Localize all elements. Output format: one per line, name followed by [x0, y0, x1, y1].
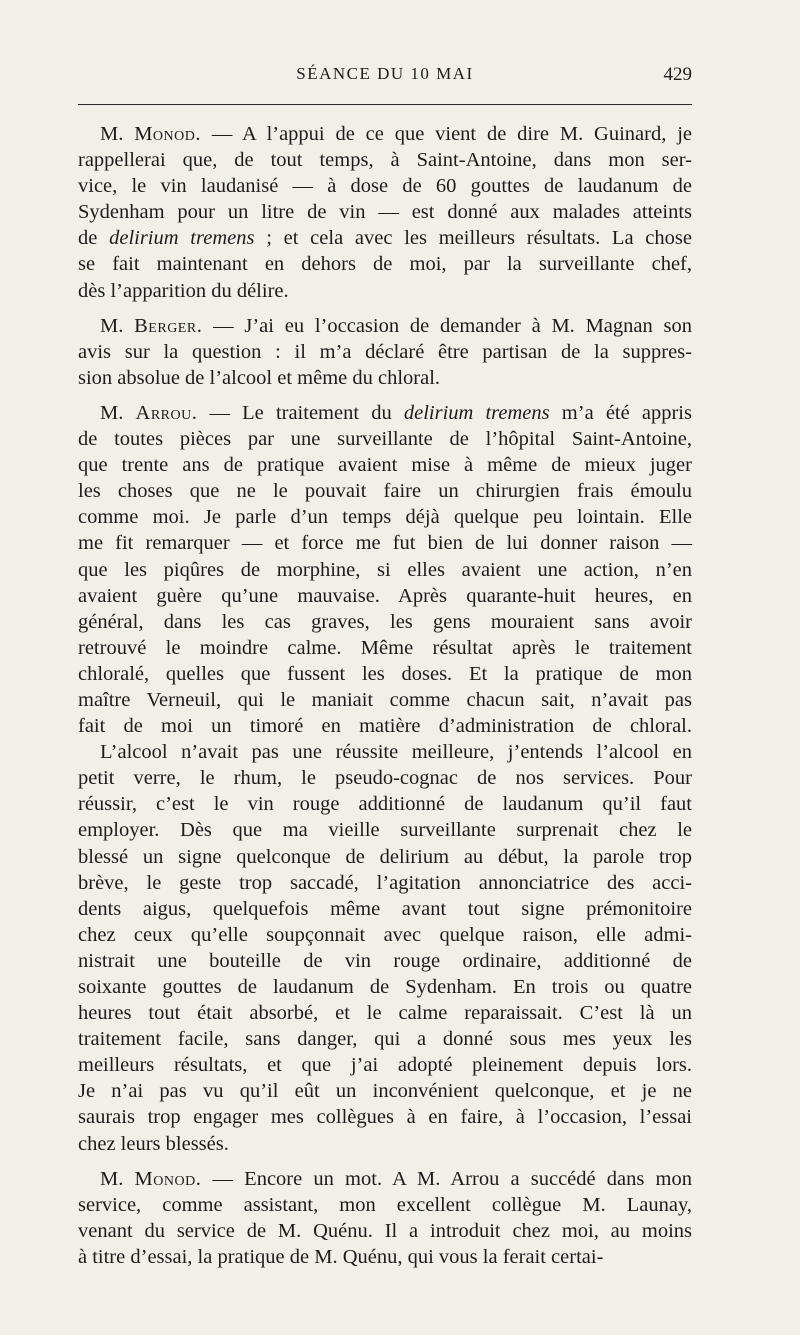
- text-line: [78, 426, 692, 452]
- text-line: [78, 948, 692, 974]
- text-line: [78, 844, 692, 870]
- text-line: [78, 251, 692, 277]
- text-line: [78, 1192, 692, 1218]
- text-line: [78, 504, 692, 530]
- text-run: rappellerai que, de tout temps, à Saint-Antoine, dans mon ser-: [78, 149, 692, 172]
- text-run: maître Verneuil, qui le maniait comme chacun sait, n’avait pas: [78, 688, 692, 711]
- text-run: saurais trop engager mes collègues à en faire, à l’occasion, l’essai: [78, 1106, 692, 1129]
- text-run: — Encore un mot. A M. Arrou a succédé dans mon: [201, 1167, 692, 1190]
- text-line: [78, 121, 692, 147]
- text-line: [78, 583, 692, 609]
- text-run: meilleurs résultats, et que j’ai adopté pleinement depuis lors.: [78, 1054, 692, 1077]
- paragraph-gap: [78, 391, 692, 400]
- text-run: se fait maintenant en dehors de moi, par la surveillante chef,: [78, 253, 692, 276]
- text-line: [78, 339, 692, 365]
- text-line: [78, 1052, 692, 1078]
- text-run: M.: [100, 123, 135, 145]
- paragraph-gap: [78, 1157, 692, 1166]
- text-run: employer. Dès que ma vieille surveillante surprenait chez le: [78, 819, 692, 842]
- text-line: [78, 1131, 692, 1157]
- text-line: [78, 278, 692, 304]
- text-run: — Le traitement du: [197, 401, 404, 424]
- text-run: m’a été appris: [549, 401, 692, 424]
- text-run: de: [78, 227, 110, 250]
- text-run: heures tout était absorbé, et le calme reparaissait. C’est là un: [78, 1002, 692, 1025]
- speaker-name: Monod.: [134, 1167, 202, 1190]
- text-line: [78, 739, 692, 765]
- text-run: M.: [100, 1167, 135, 1190]
- text-line: [78, 530, 692, 556]
- paragraph: [78, 400, 692, 1157]
- text-line: [78, 1026, 692, 1052]
- text-line: [78, 635, 692, 661]
- header-rule: [78, 104, 692, 105]
- text-run: soixante gouttes de laudanum de Sydenham. En trois ou quatre: [78, 976, 692, 998]
- text-run: Sydenham pour un litre de vin — est donné aux malades atteints: [78, 201, 692, 224]
- text-run: fait de moi un timoré en matière d’administration de chloral.: [78, 715, 692, 738]
- text-line: [78, 400, 692, 426]
- text-run: chez ceux qu’elle soupçonnait avec quelque raison, elle admi-: [78, 923, 692, 946]
- text-run: avaient guère qu’une mauvaise. Après quarante-huit heures, en: [78, 584, 692, 607]
- text-run: que les piqûres de morphine, si elles avaient une action, n’en: [78, 558, 692, 581]
- paragraph-gap: [78, 304, 692, 313]
- text-run: brève, le geste trop saccadé, l’agitation annonciatrice des acci-: [78, 871, 692, 894]
- text-run: L’alcool n’avait pas une réussite meilleure, j’entends l’alcool en: [100, 741, 692, 764]
- text-run: avis sur la question : il m’a déclaré être partisan de la suppres-: [78, 340, 692, 363]
- text-run: traitement facile, sans danger, qui a donné sous mes yeux les: [78, 1028, 692, 1051]
- text-line: [78, 1104, 692, 1130]
- paragraph: [78, 1166, 692, 1270]
- text-line: [78, 1000, 692, 1026]
- italic-term: delirium tremens: [109, 227, 255, 250]
- speaker-name: Berger.: [134, 314, 203, 337]
- text-run: les choses que ne le pouvait faire un chirurgien frais émoulu: [78, 480, 692, 503]
- page-number: 429: [663, 64, 692, 85]
- text-run: chez leurs blessés.: [78, 1132, 229, 1155]
- text-line: [78, 870, 692, 896]
- text-line: [78, 199, 692, 225]
- text-line: [78, 896, 692, 922]
- text-run: dès l’apparition du délire.: [78, 279, 289, 302]
- text-run: de toutes pièces par une surveillante de l’hôpital Saint-Antoine,: [78, 428, 692, 451]
- running-head: [78, 64, 692, 90]
- text-line: [78, 661, 692, 687]
- text-run: vice, le vin laudanisé — à dose de 60 gouttes de laudanum de: [78, 175, 692, 198]
- paragraph: [78, 313, 692, 391]
- text-run: Je n’ai pas vu qu’il eût un inconvénient quelconque, et je ne: [78, 1080, 692, 1103]
- text-run: comme moi. Je parle d’un temps déjà quelque peu lointain. Elle: [78, 506, 692, 529]
- text-run: me fit remarquer — et force me fut bien de lui donner raison —: [78, 532, 692, 555]
- text-line: [78, 922, 692, 948]
- text-run: — A l’appui de ce que vient de dire M. Guinard, je: [201, 123, 692, 145]
- text-run: ; et cela avec les meilleurs résultats. La chose: [254, 227, 692, 250]
- text-run: M.: [100, 314, 135, 337]
- text-run: service, comme assistant, mon excellent collègue M. Launay,: [78, 1193, 692, 1216]
- text-line: [78, 791, 692, 817]
- text-line: [78, 609, 692, 635]
- text-run: que trente ans de pratique avaient mise à même de mieux juger: [78, 454, 692, 477]
- text-line: [78, 452, 692, 478]
- text-line: [78, 713, 692, 739]
- text-line: [78, 1244, 692, 1270]
- text-run: général, dans les cas graves, les gens mouraient sans avoir: [78, 610, 692, 633]
- body-text: [78, 121, 692, 1270]
- text-run: nistrait une bouteille de vin rouge ordinaire, additionné de: [78, 949, 692, 972]
- text-line: [78, 817, 692, 843]
- text-line: [78, 173, 692, 199]
- text-run: M.: [100, 401, 136, 424]
- text-run: sion absolue de l’alcool et même du chloral.: [78, 366, 441, 389]
- text-run: petit verre, le rhum, le pseudo-cognac de nos services. Pour: [78, 767, 692, 790]
- text-line: [78, 1078, 692, 1104]
- text-run: chloralé, quelles que fussent les doses. Et la pratique de mon: [78, 662, 692, 685]
- text-line: [78, 478, 692, 504]
- paragraph: [78, 121, 692, 304]
- text-line: [78, 1166, 692, 1192]
- text-line: [78, 974, 692, 1000]
- text-line: [78, 147, 692, 173]
- text-run: dents aigus, quelquefois même avant tout signe prémonitoire: [78, 897, 692, 920]
- text-run: retrouvé le moindre calme. Même résultat après le traitement: [78, 636, 692, 659]
- speaker-name: Monod.: [134, 123, 201, 145]
- text-run: réussir, c’est le vin rouge additionné de laudanum qu’il faut: [78, 793, 692, 816]
- text-line: [78, 313, 692, 339]
- text-run: venant du service de M. Quénu. Il a introduit chez moi, au moins: [78, 1219, 692, 1242]
- text-line: [78, 765, 692, 791]
- text-line: [78, 365, 692, 391]
- text-line: [78, 687, 692, 713]
- text-line: [78, 225, 692, 251]
- running-title: SÉANCE DU 10 MAI: [296, 64, 474, 83]
- text-run: blessé un signe quelconque de delirium au début, la parole trop: [78, 845, 692, 868]
- italic-term: delirium tremens: [403, 401, 550, 424]
- speaker-name: Arrou.: [135, 401, 198, 424]
- text-run: — J’ai eu l’occasion de demander à M. Magnan son: [202, 314, 692, 337]
- text-line: [78, 1218, 692, 1244]
- text-line: [78, 557, 692, 583]
- text-run: à titre d’essai, la pratique de M. Quénu, qui vous la ferait certai-: [78, 1245, 604, 1268]
